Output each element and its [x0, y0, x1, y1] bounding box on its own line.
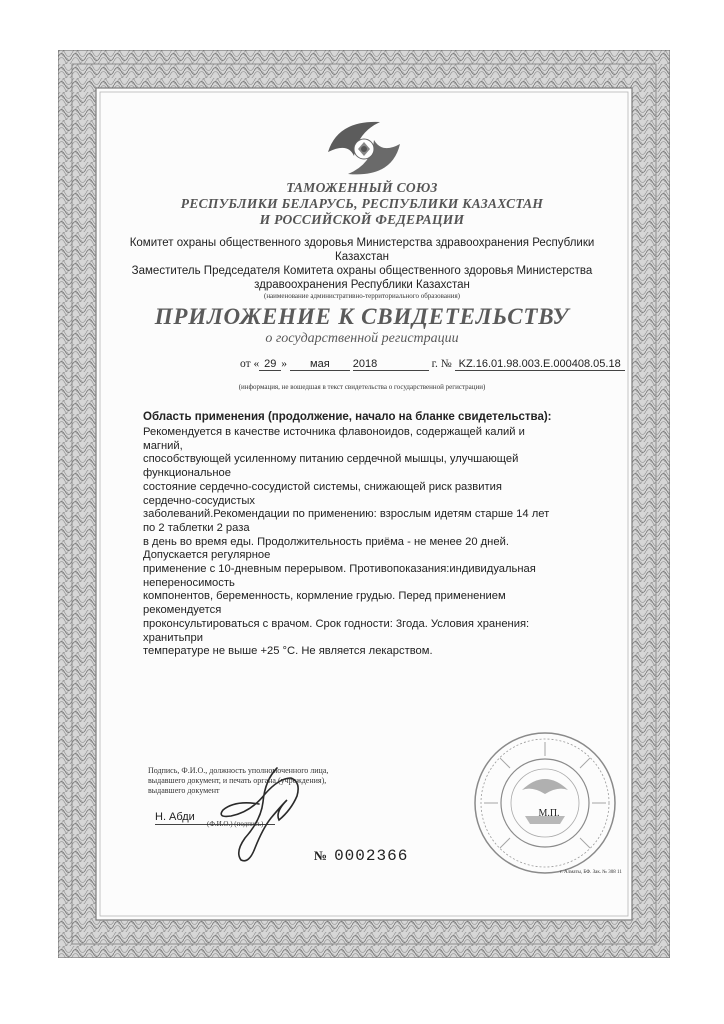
scope-title: Область применения (продолжение, начало на бланке свидетельства):: [143, 411, 552, 423]
scope-line: Рекомендуется в качестве источника флавоноидов, содержащей калий и магний,: [143, 426, 525, 452]
reg-no-sign: №: [440, 358, 452, 370]
date-day: 29: [259, 358, 281, 371]
signer-name: Н. Абди: [155, 811, 195, 823]
customs-union-heading: [150, 180, 574, 228]
handwritten-signature: [205, 760, 315, 870]
official-seal-stamp: [470, 728, 620, 878]
customs-union-emblem: [318, 112, 410, 184]
issuing-authority: [120, 236, 604, 292]
printer-note: г. Алматы, БФ. Зак. № 308 11: [560, 870, 622, 875]
date-prefix: от «: [240, 358, 260, 370]
scope-line: состояние сердечно-сосудистой системы, снижающей риск развития сердечно-сосудистых: [143, 480, 502, 507]
date-g: г.: [431, 358, 438, 370]
registration-number: KZ.16.01.98.003.E.000408.05.18: [455, 358, 625, 371]
signature-caption-line-3: выдавшего документ: [148, 786, 220, 795]
signature-caption-line-2: выдавшего документ, и печать органа (учреждения),: [148, 776, 327, 785]
appendix-subtitle: о государственной регистрации: [265, 331, 459, 346]
scope-line: компонентов, беременность, кормление грудью. Перед применением рекомендуется: [143, 590, 506, 617]
stamp-label: М.П.: [538, 808, 560, 819]
form-number-sign: №: [314, 848, 329, 863]
authority-line-1: Комитет охраны общественного здоровья Министерства здравоохранения Республики Казахстан: [129, 237, 595, 263]
authority-line-2: Заместитель Председателя Комитета охраны общественного здоровья Министерства: [131, 265, 593, 277]
scope-line: применение с 10-дневным перерывом. Противопоказания:индивидуальная непереносимость: [143, 563, 536, 589]
appendix-title: ПРИЛОЖЕНИЕ К СВИДЕТЕЛЬСТВУ: [154, 304, 570, 329]
scope-line: в день во время еды. Продолжительность приёма - не менее 20 дней. Допускается регулярное: [143, 535, 509, 562]
scope-text: [143, 426, 557, 659]
authority-line-3: здравоохранения Республики Казахстан: [254, 279, 470, 291]
scope-line: проконсультироваться с врачом. Срок годности: 3года. Условия хранения: хранитьпри: [143, 617, 530, 644]
info-note: (информация, не вошедшая в текст свидетельства о государственной регистрации): [238, 383, 486, 391]
registration-dateline: [240, 358, 625, 374]
admin-territory-note: (наименование административно-территориального образования): [263, 292, 460, 300]
signature-caption-line-1: Подпись, Ф.И.О., должность уполномоченного лица,: [148, 766, 329, 775]
form-number-value: 0002366: [334, 847, 409, 865]
form-serial-number: [314, 847, 408, 865]
signer-note: (Ф.И.О.) (подпись): [207, 820, 264, 828]
date-month: мая: [290, 358, 350, 371]
date-mid: »: [281, 358, 287, 370]
union-line-1: ТАМОЖЕННЫЙ СОЮЗ: [286, 180, 438, 195]
date-year: 2018: [353, 358, 429, 371]
scope-line: способствующей усиленному питанию сердечной мышцы, улучшающей функциональное: [143, 453, 519, 480]
union-line-2: РЕСПУБЛИКИ БЕЛАРУСЬ, РЕСПУБЛИКИ КАЗАХСТАН: [180, 196, 544, 211]
union-line-3: И РОССИЙСКОЙ ФЕДЕРАЦИИ: [259, 212, 465, 227]
scope-line: температуре не выше +25 °С. Не является лекарством.: [143, 645, 433, 658]
scope-line: заболеваний.Рекомендации по применению: взрослым идетям старше 14 лет по 2 таблетки 2 раза: [143, 508, 550, 534]
